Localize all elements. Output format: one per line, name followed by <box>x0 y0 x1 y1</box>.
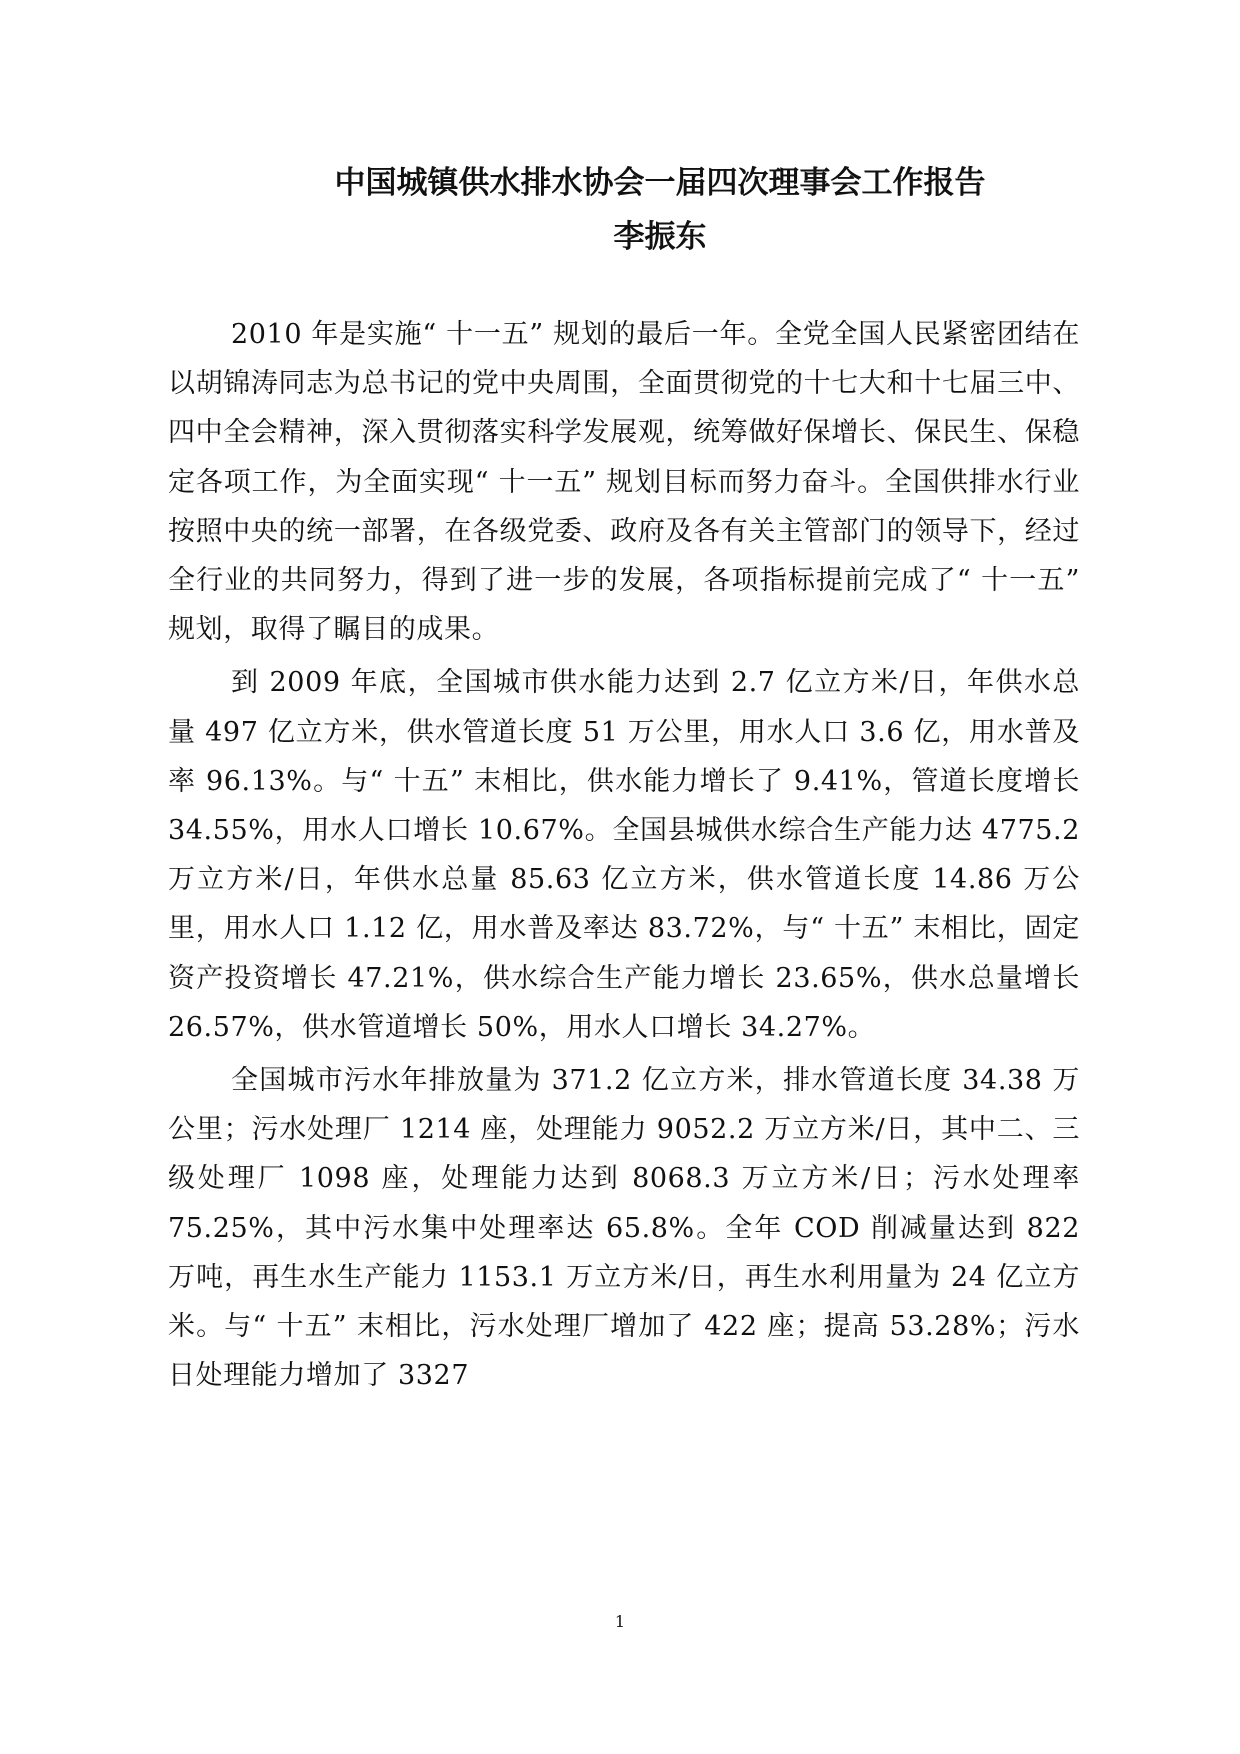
document-author: 李振东 <box>613 219 707 255</box>
paragraph: 到 2009 年底，全国城市供水能力达到 2.7 亿立方米/日，年供水总量 497 亿立方米，供水管道长度 51 万公里，用水人口 3.6 亿，用水普及率 96.13%。与“ 十五” 末相比，供水能力增长了 9.41%，管道长度增长 34.55%，用水人口增长 10.67%。全国县城供水综合生产能力达 4775.2 万立方米/日，年供水总量 85.63 亿立方米，供水管道长度 14.86 万公里，用水人口 1.12 亿，用水普及率达 83.72%，与“ 十五” 末相比，固定资产投资增长 47.21%，供水综合生产能力增长 23.65%，供水总量增长 26.57%，供水管道增长 50%，用水人口增长 34.27%。 <box>168 667 1080 1043</box>
document-title: 中国城镇供水排水协会一届四次理事会工作报告 <box>334 165 986 201</box>
page-number: 1 <box>614 1612 626 1631</box>
document-body <box>168 310 1080 1400</box>
paragraph: 2010 年是实施“ 十一五” 规划的最后一年。全党全国人民紧密团结在以胡锦涛同志为总书记的党中央周围，全面贯彻党的十七大和十七届三中、四中全会精神，深入贯彻落实科学发展观，统筹做好保增长、保民生、保稳定各项工作，为全面实现“ 十一五” 规划目标而努力奋斗。全国供排水行业按照中央的统一部署，在各级党委、政府及各有关主管部门的领导下，经过全行业的共同努力，得到了进一步的发展，各项指标提前完成了“ 十一五” 规划，取得了瞩目的成果。 <box>168 319 1080 646</box>
paragraph: 全国城市污水年排放量为 371.2 亿立方米，排水管道长度 34.38 万公里；污水处理厂 1214 座，处理能力 9052.2 万立方米/日，其中二、三级处理厂 1098 座，处理能力达到 8068.3 万立方米/日；污水处理率 75.25%，其中污水集中处理率达 65.8%。全年 COD 削减量达到 822 万吨，再生水生产能力 1153.1 万立方米/日，再生水利用量为 24 亿立方米。与“ 十五” 末相比，污水处理厂增加了 422 座；提高 53.28%；污水日处理能力增加了 3327 <box>168 1065 1080 1392</box>
